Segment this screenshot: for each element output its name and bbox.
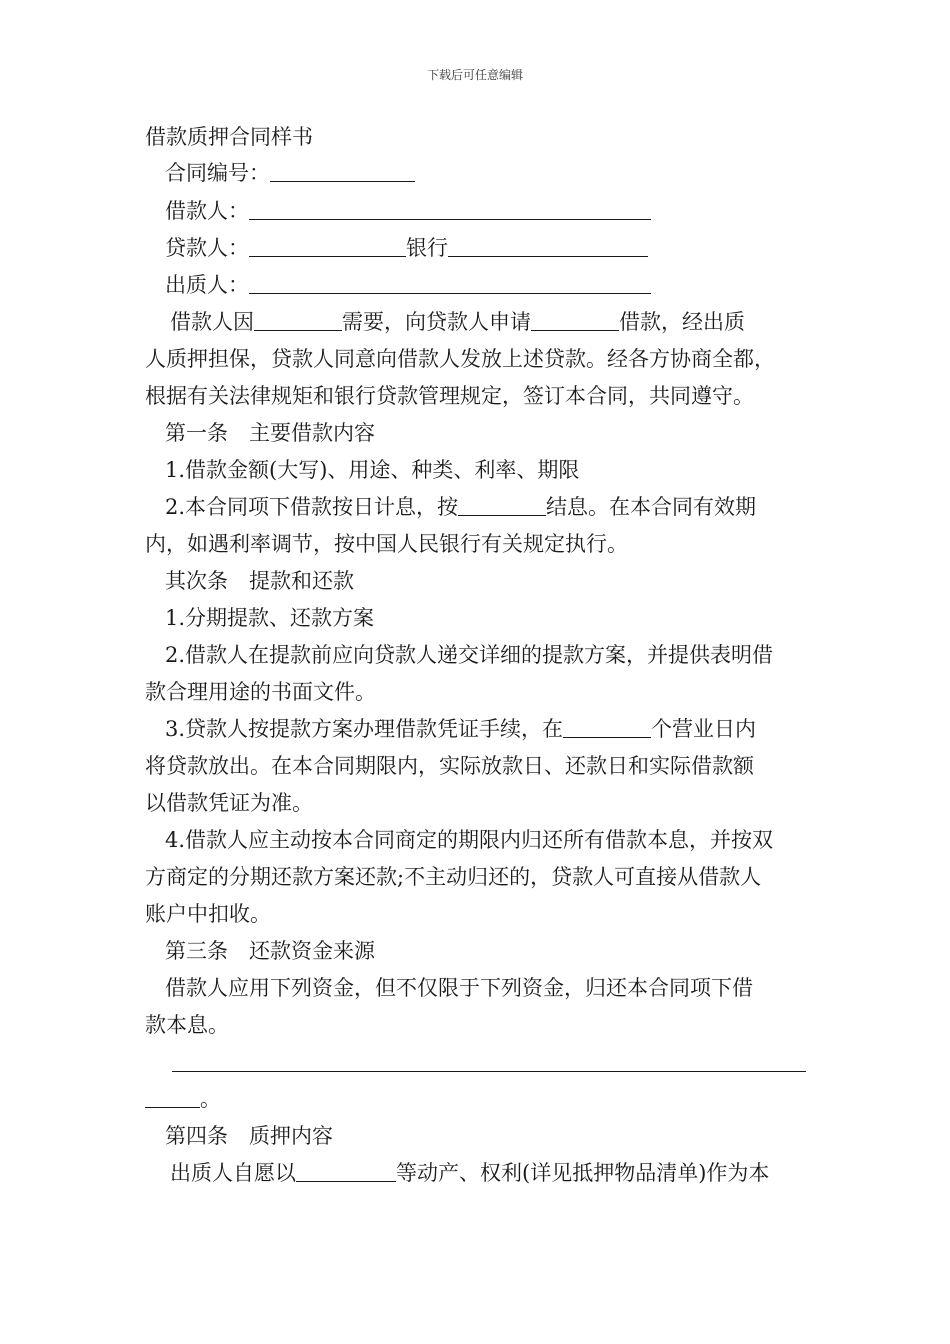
article-4-body	[170, 1160, 850, 1186]
contract-number-label: 合同编号：	[165, 161, 270, 185]
funding-source-blank	[172, 1051, 806, 1072]
contract-number-line	[165, 160, 845, 186]
article-2-item-3-cont-1: 将贷款放出。在本合同期限内，实际放款日、还款日和实际借款额	[145, 754, 754, 778]
article-2-item-2-cont: 款合理用途的书面文件。	[145, 680, 376, 704]
borrower-blank	[249, 199, 651, 220]
article-3-body: 借款人应用下列资金，但不仅限于下列资金，归还本合同项下借	[165, 976, 753, 1000]
settlement-blank	[458, 495, 546, 516]
period: 。	[200, 1087, 221, 1111]
article-2-item-3-cont-2: 以借款凭证为准。	[145, 791, 313, 815]
intro-text: 借款，经出质	[619, 310, 745, 334]
intro-text: 需要，向贷款人申请	[342, 310, 531, 334]
article-2-item-3	[165, 716, 845, 742]
item-text: 等动产、权利(详见抵押物品清单)作为本	[396, 1161, 770, 1185]
article-2-item-4-cont-2: 账户中扣收。	[145, 902, 271, 926]
funding-source-blank-line	[172, 1050, 852, 1076]
article-2-item-2: 2.借款人在提款前应向贷款人递交详细的提款方案，并提供表明借	[165, 643, 774, 667]
item-text: 出质人自愿以	[170, 1161, 296, 1185]
document-title: 借款质押合同样书	[145, 125, 313, 149]
lender-blank	[249, 236, 406, 257]
article-3-title: 第三条 还款资金来源	[165, 939, 375, 963]
funding-source-blank-tail	[145, 1087, 200, 1108]
article-2-title: 其次条 提款和还款	[165, 569, 354, 593]
contract-number-blank	[270, 161, 415, 182]
item-text: 个营业日内	[651, 717, 757, 741]
borrower-label: 借款人：	[165, 199, 249, 223]
intro-line-3: 根据有关法律规矩和银行贷款管理规定，签订本合同，共同遵守。	[145, 384, 754, 408]
article-2-item-4: 4.借款人应主动按本合同商定的期限内归还所有借款本息，并按双	[165, 828, 774, 852]
bank-label: 银行	[406, 236, 448, 260]
purpose-blank	[254, 310, 342, 331]
pledge-item-blank	[296, 1161, 396, 1182]
borrower-line	[165, 198, 845, 224]
pledgor-line	[165, 272, 845, 298]
intro-line-1	[170, 309, 850, 335]
pledgor-blank	[249, 273, 651, 294]
bank-blank	[448, 236, 648, 257]
article-1-title: 第一条 主要借款内容	[165, 421, 375, 445]
funding-source-blank-end	[145, 1086, 825, 1112]
page-header-note: 下载后可任意编辑	[426, 68, 523, 82]
item-text: 3.贷款人按提款方案办理借款凭证手续，在	[165, 717, 564, 741]
pledgor-label: 出质人：	[165, 273, 249, 297]
article-1-item-1: 1.借款金额(大写)、用途、种类、利率、期限	[165, 458, 580, 482]
article-2-item-4-cont-1: 方商定的分期还款方案还款;不主动归还的，贷款人可直接从借款人	[145, 865, 762, 889]
article-1-item-2	[165, 494, 845, 520]
article-4-title: 第四条 质押内容	[165, 1124, 333, 1148]
lender-label: 贷款人：	[165, 236, 249, 260]
article-2-item-1: 1.分期提款、还款方案	[165, 606, 375, 630]
item-text: 2.本合同项下借款按日计息，按	[165, 495, 459, 519]
article-3-body-cont: 款本息。	[145, 1013, 229, 1037]
item-text: 结息。在本合同有效期	[546, 495, 757, 519]
article-1-item-2-cont: 内，如遇利率调节，按中国人民银行有关规定执行。	[145, 532, 628, 556]
intro-text: 借款人因	[170, 310, 254, 334]
intro-line-2: 人质押担保，贷款人同意向借款人发放上述贷款。经各方协商全都，	[145, 347, 775, 371]
business-days-blank	[563, 717, 651, 738]
lender-line	[165, 235, 845, 261]
amount-blank	[531, 310, 619, 331]
